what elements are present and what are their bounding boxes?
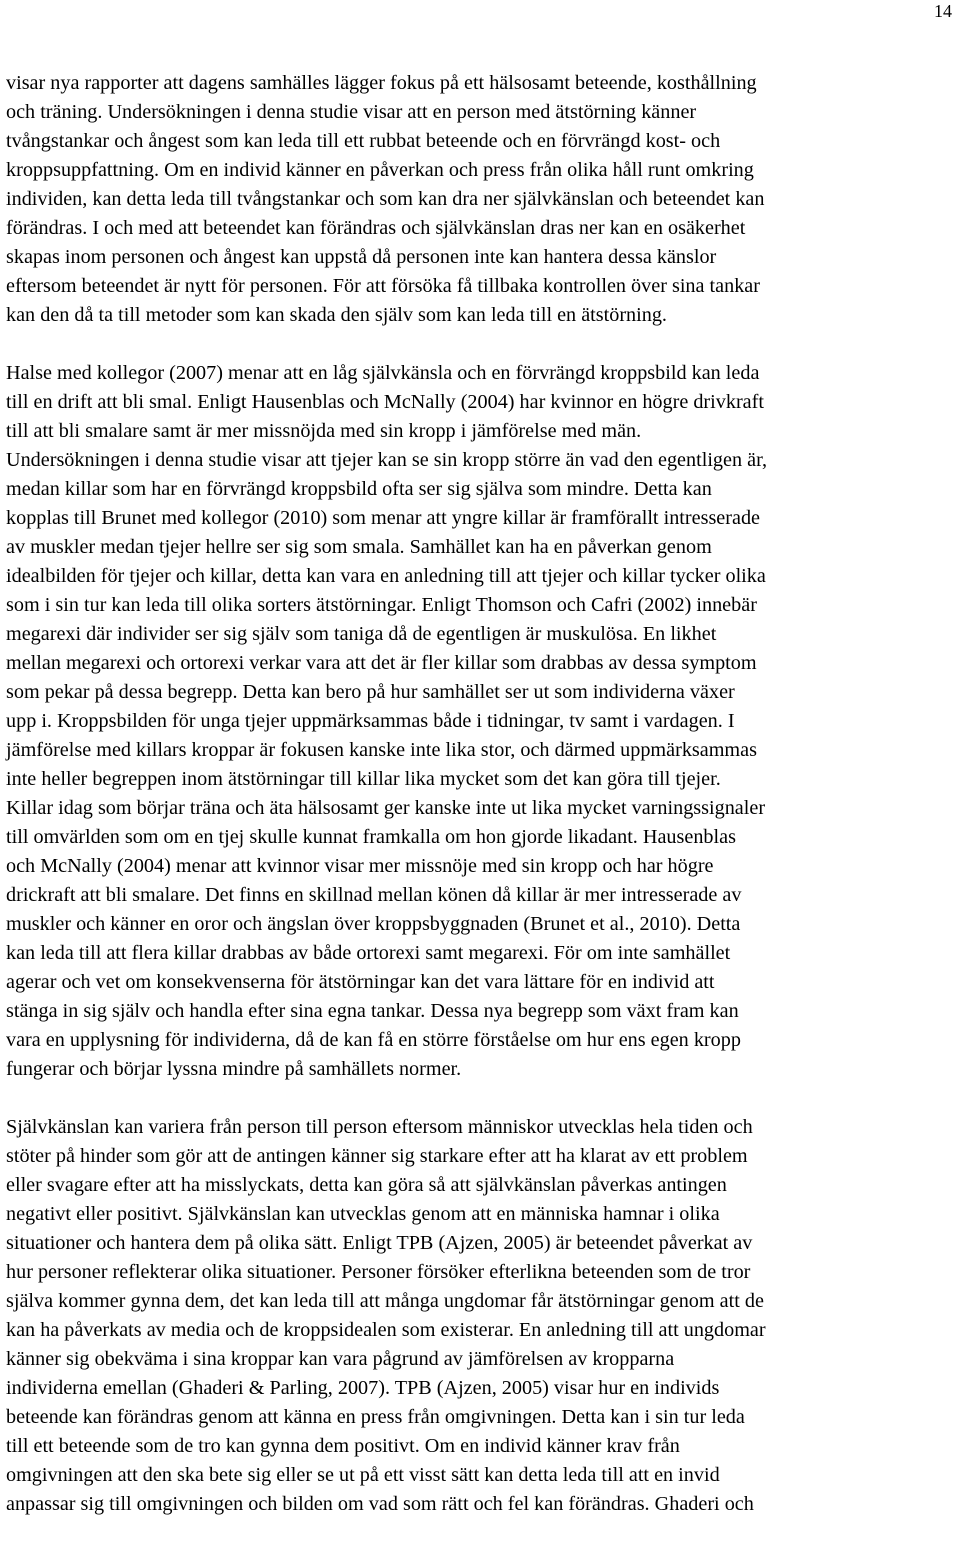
text-line: beteende kan förändras genom att känna en press från omgivningen. Detta kan i sin tur leda bbox=[6, 1406, 745, 1428]
text-line: individerna emellan (Ghaderi & Parling, 2007). TPB (Ajzen, 2005) visar hur en individs bbox=[6, 1377, 720, 1399]
text-line: Undersökningen i denna studie visar att tjejer kan se sin kropp större än vad den egentligen är, bbox=[6, 449, 768, 471]
text-line: omgivningen att den ska bete sig eller se ut på ett visst sätt kan detta leda till att en invid bbox=[6, 1464, 720, 1486]
text-line: Halse med kollegor (2007) menar att en låg självkänsla och en förvrängd kroppsbild kan leda bbox=[6, 362, 760, 384]
text-line: idealbilden för tjejer och killar, detta kan vara en anledning till att tjejer och killar tycker olika bbox=[6, 565, 766, 587]
text-line: kan leda till att flera killar drabbas av både ortorexi samt megarexi. För om inte samhället bbox=[6, 942, 731, 964]
text-line: och McNally (2004) menar att kvinnor visar mer missnöje med sin kropp och har högre bbox=[6, 855, 714, 877]
text-line: Självkänslan kan variera från person till person eftersom människor utvecklas hela tiden och bbox=[6, 1116, 753, 1138]
text-line: eller svagare efter att ha misslyckats, detta kan göra så att självkänslan påverkas antingen bbox=[6, 1174, 727, 1196]
text-line: individen, kan detta leda till tvångstankar och som kan dra ner självkänslan och beteendet kan bbox=[6, 188, 765, 210]
text-line: förändras. I och med att beteendet kan förändras och självkänslan dras ner kan en osäkerhet bbox=[6, 217, 746, 239]
text-line: fungerar och börjar lyssna mindre på samhällets normer. bbox=[6, 1058, 462, 1080]
text-line: till omvärlden som om en tjej skulle kunnat framkalla om hon gjorde likadant. Hausenblas bbox=[6, 826, 736, 848]
text-line: anpassar sig till omgivningen och bilden om vad som rätt och fel kan förändras. Ghaderi och bbox=[6, 1493, 754, 1515]
text-line: kopplas till Brunet med kollegor (2010) som menar att yngre killar är framförallt intresserade bbox=[6, 507, 760, 529]
text-line: till att bli smalare samt är mer missnöjda med sin kropp i jämförelse med män. bbox=[6, 420, 642, 442]
text-line: eftersom beteendet är nytt för personen. För att försöka få tillbaka kontrollen över sina tankar bbox=[6, 275, 760, 297]
text-line: kan den då ta till metoder som kan skada den själv som kan leda till en ätstörning. bbox=[6, 304, 667, 326]
text-line: negativt eller positivt. Självkänslan kan utvecklas genom att en människa hamnar i olika bbox=[6, 1203, 720, 1225]
text-line: känner sig obekväma i sina kroppar kan vara pågrund av jämförelsen av kropparna bbox=[6, 1348, 675, 1370]
text-line: medan killar som har en förvrängd kroppsbild ofta ser sig själva som mindre. Detta kan bbox=[6, 478, 712, 500]
text-line: som pekar på dessa begrepp. Detta kan bero på hur samhället ser ut som individerna växer bbox=[6, 681, 735, 703]
page-number: 14 bbox=[934, 1, 952, 21]
text-line: agerar och vet om konsekvenserna för ätstörningar kan det vara lättare för en individ att bbox=[6, 971, 715, 993]
text-line: muskler och känner en oror och ängslan över kroppsbyggnaden (Brunet et al., 2010). Detta bbox=[6, 913, 741, 935]
text-line: kroppsuppfattning. Om en individ känner en påverkan och press från olika håll runt omkring bbox=[6, 159, 754, 181]
paragraph bbox=[6, 359, 960, 1084]
paragraph bbox=[6, 1113, 960, 1519]
text-line: hur personer reflekterar olika situationer. Personer försöker efterlikna beteenden som de tror bbox=[6, 1261, 751, 1283]
text-line: stöter på hinder som gör att de antingen känner sig starkare efter att ha klarat av ett problem bbox=[6, 1145, 748, 1167]
text-line: inte heller begreppen inom ätstörningar till killar lika mycket som det kan göra till tjejer. bbox=[6, 768, 721, 790]
text-line: kan ha påverkats av media och de kroppsidealen som existerar. En anledning till att ungdomar bbox=[6, 1319, 766, 1341]
text-line: till en drift att bli smal. Enligt Hausenblas och McNally (2004) har kvinnor en högre drivkraft bbox=[6, 391, 764, 413]
text-line: själva kommer gynna dem, det kan leda till att många ungdomar får ätstörningar genom att de bbox=[6, 1290, 764, 1312]
text-line: situationer och hantera dem på olika sätt. Enligt TPB (Ajzen, 2005) är beteendet påverkat av bbox=[6, 1232, 753, 1254]
text-line: och träning. Undersökningen i denna studie visar att en person med ätstörning känner bbox=[6, 101, 697, 123]
text-line: Killar idag som börjar träna och äta hälsosamt ger kanske inte ut lika mycket varningssignaler bbox=[6, 797, 766, 819]
text-line: jämförelse med killars kroppar är fokusen kanske inte lika stor, och därmed uppmärksammas bbox=[6, 739, 757, 761]
text-line: av muskler medan tjejer hellre ser sig som smala. Samhället kan ha en påverkan genom bbox=[6, 536, 712, 558]
text-line: upp i. Kroppsbilden för unga tjejer uppmärksammas både i tidningar, tv samt i vardagen. I bbox=[6, 710, 735, 732]
text-line: stänga in sig själv och handla efter sina egna tankar. Dessa nya begrepp som växt fram kan bbox=[6, 1000, 739, 1022]
text-line: skapas inom personen och ångest kan uppstå då personen inte kan hantera dessa känslor bbox=[6, 246, 717, 268]
paragraph bbox=[6, 69, 960, 330]
text-line: som i sin tur kan leda till olika sorters ätstörningar. Enligt Thomson och Cafri (2002) innebär bbox=[6, 594, 757, 616]
text-line: vara en upplysning för individerna, då de kan få en större förståelse om hur ens egen kropp bbox=[6, 1029, 741, 1051]
text-line: till ett beteende som de tro kan gynna dem positivt. Om en individ känner krav från bbox=[6, 1435, 680, 1457]
text-line: tvångstankar och ångest som kan leda till ett rubbat beteende och en förvrängd kost- och bbox=[6, 130, 721, 152]
text-line: megarexi där individer ser sig själv som taniga då de egentligen är muskulösa. En likhet bbox=[6, 623, 717, 645]
text-line: visar nya rapporter att dagens samhälles lägger fokus på ett hälsosamt beteende, kosthållning bbox=[6, 72, 757, 94]
text-line: drickraft att bli smalare. Det finns en skillnad mellan könen då killar är mer intresserade av bbox=[6, 884, 742, 906]
document-body bbox=[6, 69, 960, 1548]
text-line: mellan megarexi och ortorexi verkar vara att det är fler killar som drabbas av dessa symptom bbox=[6, 652, 757, 674]
